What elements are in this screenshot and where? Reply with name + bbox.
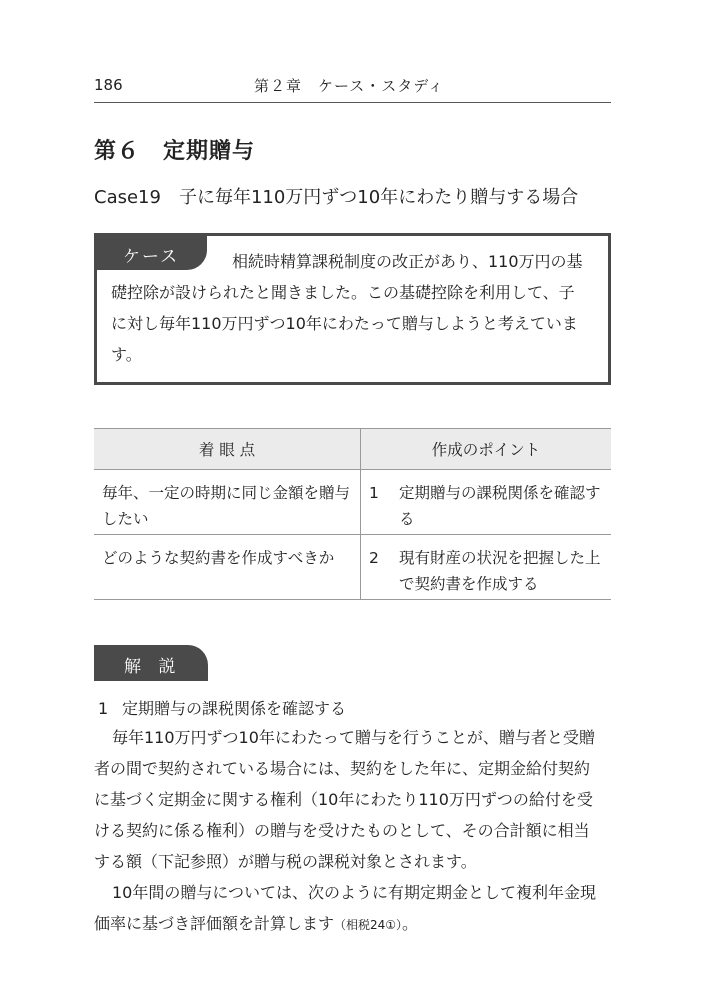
table-row (94, 535, 611, 600)
table-header-row (94, 429, 611, 470)
case-title: Case19 子に毎年110万円ずつ10年にわたり贈与する場合 (94, 187, 579, 208)
page-header (94, 72, 611, 103)
body-line: ける契約に係る権利）の贈与を受けたものとして、その合計額に相当 (94, 821, 590, 840)
column-header-point: 作成のポイント (361, 429, 612, 470)
case-tab (97, 236, 207, 270)
points-table (94, 428, 611, 600)
column-header-focus: 着 眼 点 (94, 429, 361, 470)
commentary-tab-label: 解 説 (124, 657, 182, 677)
table-row (94, 470, 611, 535)
closing-mark: 。 (402, 914, 419, 933)
focus-cell: どのような契約書を作成すべきか (94, 535, 361, 600)
sub-heading (98, 696, 346, 719)
point-cell (361, 535, 612, 600)
body-line (94, 908, 614, 941)
case-tab-label: ケース (123, 247, 180, 267)
running-head: 第２章 ケース・スタディ (254, 77, 445, 95)
body-line: に基づく定期金に関する権利（10年にわたり110万円ずつの給付を受 (94, 790, 593, 809)
body-line-text: 価率に基づき評価額を計算します (94, 914, 335, 933)
commentary-tab (94, 645, 208, 681)
body-line: 毎年110万円ずつ10年にわたって贈与を行うことが、贈与者と受贈 (112, 728, 595, 747)
case-text-line: に対し毎年110万円ずつ10年にわたって贈与しようと考えていま (111, 314, 578, 333)
page-number: 186 (94, 76, 123, 94)
body-line: 者の間で契約されている場合には、契約をした年に、定期金給付契約 (94, 759, 591, 778)
case-text-line: す。 (111, 345, 142, 364)
body-line: 10年間の贈与については、次のように有期定期金として複利年金現 (112, 883, 597, 902)
focus-cell: 毎年、一定の時期に同じ金額を贈与したい (94, 470, 361, 535)
body-text (94, 722, 614, 941)
sub-heading-text: 定期贈与の課税関係を確認する (122, 699, 347, 718)
section-title: 第６ 定期贈与 (94, 139, 256, 164)
point-text: 定期贈与の課税関係を確認する (399, 484, 601, 528)
point-cell (361, 470, 612, 535)
case-box (94, 233, 611, 385)
case-text-line: 相続時精算課税制度の改正があり、110万円の基 (232, 252, 583, 271)
point-number: 1 (369, 484, 379, 502)
point-text: 現有財産の状況を把握した上で契約書を作成する (399, 549, 601, 593)
law-reference: （相税24①） (334, 918, 403, 932)
body-line: する額（下記参照）が贈与税の課税対象とされます。 (94, 852, 477, 871)
sub-heading-number: 1 (98, 699, 109, 718)
case-text-line: 礎控除が設けられたと聞きました。この基礎控除を利用して、子 (111, 283, 575, 302)
point-number: 2 (369, 549, 379, 567)
